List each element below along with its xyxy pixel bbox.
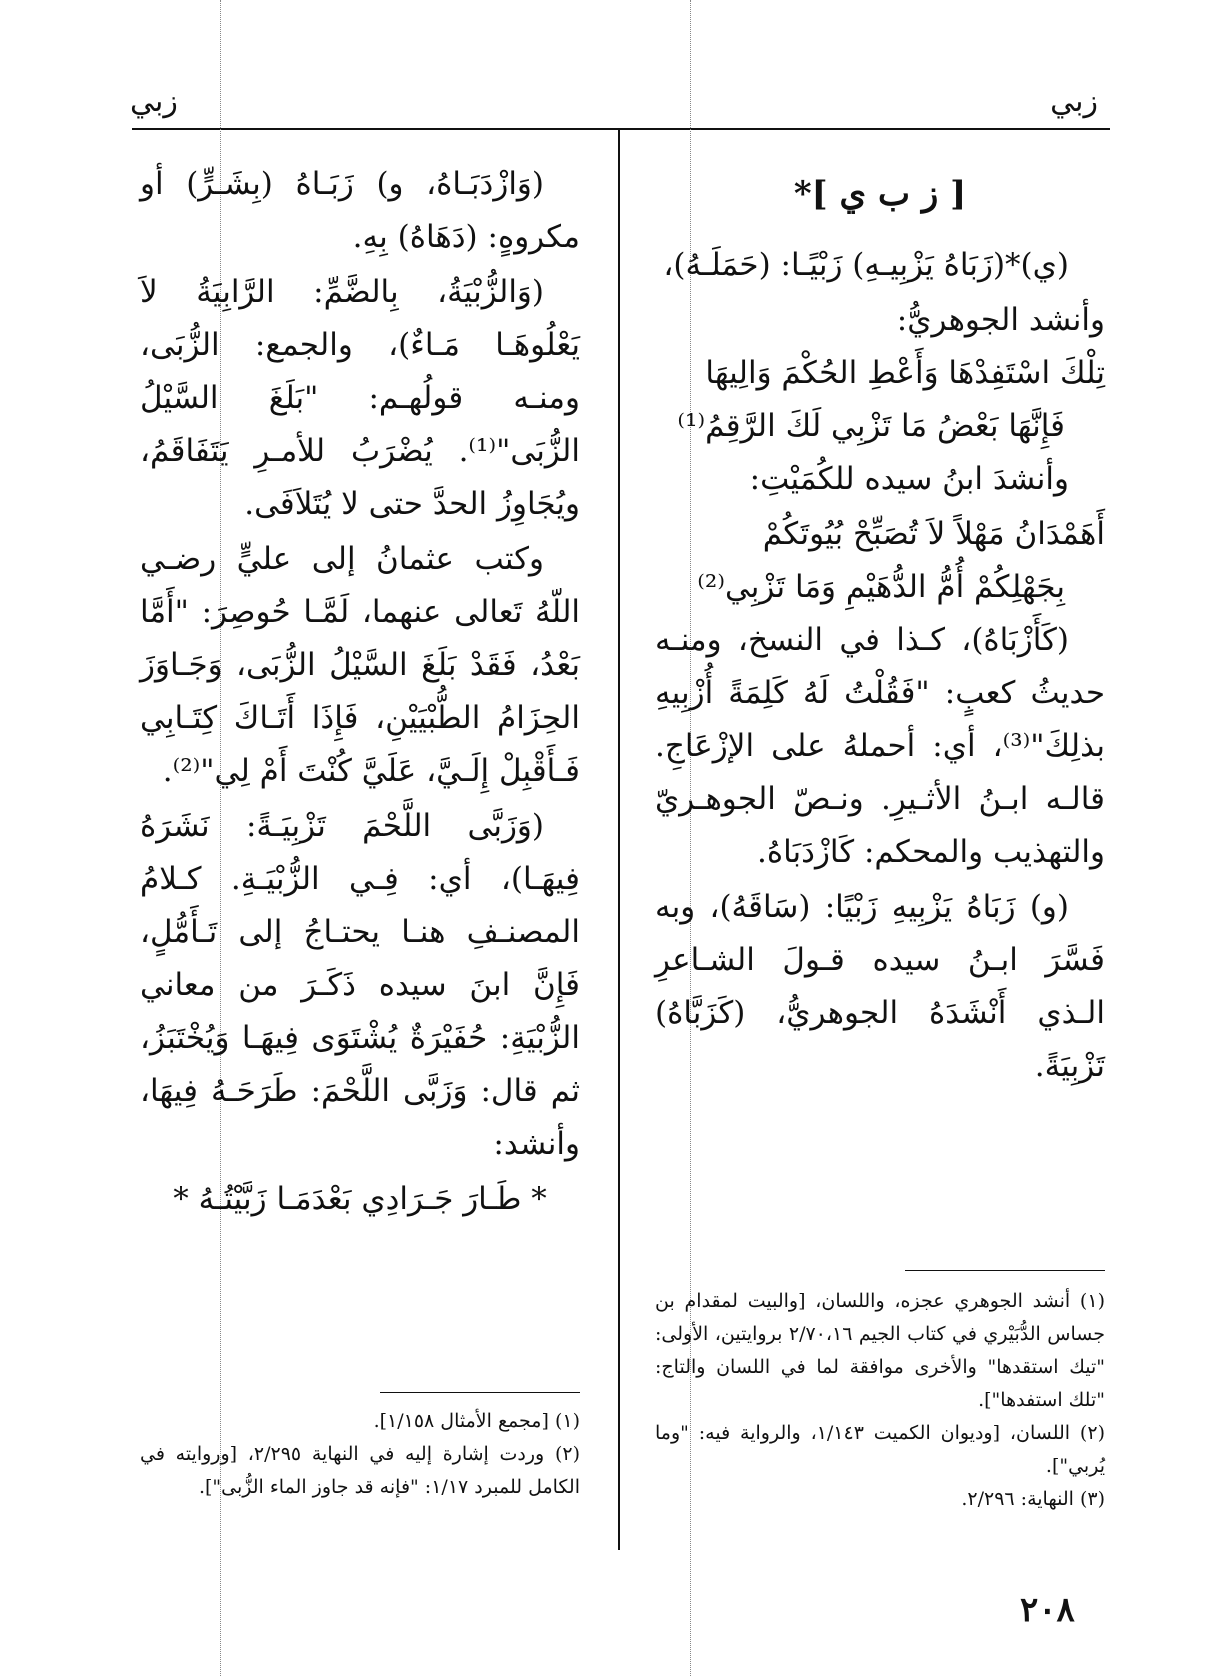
footnote: (٣) النهاية: ٢/٢٩٦. [961, 1488, 1105, 1510]
footnotes-right [655, 1285, 1105, 1516]
paragraph: (و) زَبَاهُ يَزْبِيهِ زَبْيًا: (سَاقَهُ)، وبه فَسَّرَ ابـنُ سيده قـولَ الشـاعرِ الـذي أَنْشَدَهُ الجوهريُّ، (كَزَبَّاهُ) تَزْبِيَةً. [655, 889, 1105, 1084]
verse-line: * طَـارَ جَـرَادِي بَعْدَمَـا زَبَّيْتُـهُ * [173, 1181, 547, 1217]
footnote: (١) أنشد الجوهري عجزه، واللسان، [والبيت لمقدام بن جساس الدُّبَيْري في كتاب الجيم ٢/٧٠،١٦ بروايتين، الأولى: "تيك استقدها" والأخرى موافقة لما في اللسان والتاج: "تلك استفدها"]. [655, 1290, 1105, 1411]
left-column [140, 158, 580, 1226]
footnote: (١) [مجمع الأمثال ١/١٥٨]. [373, 1410, 580, 1432]
footnotes-left [140, 1405, 580, 1504]
footnote-rule [905, 1270, 1105, 1271]
header-rule [132, 128, 1110, 130]
verse-line: بِجَهْلِكُمْ أُمُّ الدُّهَيْمِ وَمَا تَزْبِي⁽²⁾ [697, 569, 1065, 605]
footnote: (٢) وردت إشارة إليه في النهاية ٢/٢٩٥، [وروايته في الكامل للمبرد ١/١٧: "فإنه قد جاوز الماء الزُّبى"]. [140, 1443, 580, 1498]
page-number: ٢٠٨ [1020, 1590, 1075, 1630]
footnote: (٢) اللسان، [وديوان الكميت ١/١٤٣، والرواية فيه: "وما يُربي"]. [655, 1422, 1105, 1477]
paragraph: (وَالزُّبْيَةُ، بِالضَّمِّ: الرَّابِيَةُ لاَ يَعْلُوهَـا مَـاءٌ)، والجمع: الزُّبَى، ومنـه قولُهـم: "بَلَغَ السَّيْلُ الزُّبَى"⁽¹⁾. يُضْرَبُ للأمـرِ يَتَفَاقَمُ، ويُجَاوِزُ الحدَّ حتى لا يُتَلاَفَى. [140, 274, 580, 522]
entry-heading: [ ز ب ي ]* [793, 174, 967, 214]
right-column [655, 158, 1105, 1095]
text-line: وأنشدَ ابنُ سيده للكُمَيْتِ: [749, 461, 1069, 497]
text-line: (ي)*(زَبَاهُ يَزْبِيـهِ) زَبْيًـا: (حَمَلَـهُ)، [663, 247, 1069, 283]
paragraph: وكتب عثمانُ إلى عليٍّ رضـي اللّهُ تَعالى عنهما، لَمَّـا حُوصِرَ: "أَمَّا بَعْدُ، فَقَدْ بَلَغَ السَّيْلُ الزُّبَى، وَجَـاوَزَ الحِزَامُ الطُّبْيَيْنِ، فَإِذَا أَتَـاكَ كِتَـابِي فَـأَقْبِلْ إِلَـيَّ، عَلَيَّ كُنْتَ أَمْ لِي"⁽²⁾. [140, 541, 580, 789]
verse-line: تِلْكَ اسْتَفِدْهَا وَأَعْطِ الحُكْمَ وَالِيهَا [705, 355, 1105, 391]
text-line: وأنشد الجوهريُّ: [896, 302, 1105, 338]
footnote-rule [380, 1392, 580, 1393]
running-header-right: زبي [1050, 84, 1098, 119]
running-header-left: زبي [130, 84, 178, 119]
paragraph: (وَازْدَبَـاهُ، و) زَبَـاهُ (بِشَـرٍّ) أو مكروهٍ: (دَهَاهُ) بِهِ. [140, 166, 580, 255]
verse-line: فَإِنَّهَا بَعْضُ مَا تَزْبِي لَكَ الرَّقِمُ⁽¹⁾ [677, 408, 1065, 444]
column-divider [618, 130, 620, 1550]
paragraph: (وَزَبَّى اللَّحْمَ تَزْبِيَـةً: نَشَرَهُ فِيهَـا)، أي: فِـي الزُّبْيَـةِ. كـلامُ المصنـفِ هنـا يحتـاجُ إلى تَـأَمُّلٍ، فَإِنَّ ابنَ سيده ذَكَـرَ من معاني الزُّبْيَةِ: حُفَيْرَةٌ يُشْتَوَى فِيهَـا وَيُخْتَبَزُ، ثم قال: وَزَبَّى اللَّحْمَ: طَرَحَـهُ فِيهَا، وأنشد: [140, 808, 580, 1162]
verse-line: أَهَمْدَانُ مَهْلاً لاَ تُصَبِّحْ بُيُوتَكُمْ [762, 516, 1105, 552]
paragraph: (كَأَزْبَاهُ)، كـذا في النسخ، ومنـه حديثُ كعبٍ: "فَقُلْتُ لَهُ كَلِمَةً أُزْبِيهِ بذلِكَ"⁽³⁾، أي: أحملهُ على الإزْعَاجِ. قالـه ابـنُ الأثـيرِ. ونـصّ الجوهـريّ والتهذيب والمحكم: كَازْدَبَاهُ. [655, 622, 1105, 870]
